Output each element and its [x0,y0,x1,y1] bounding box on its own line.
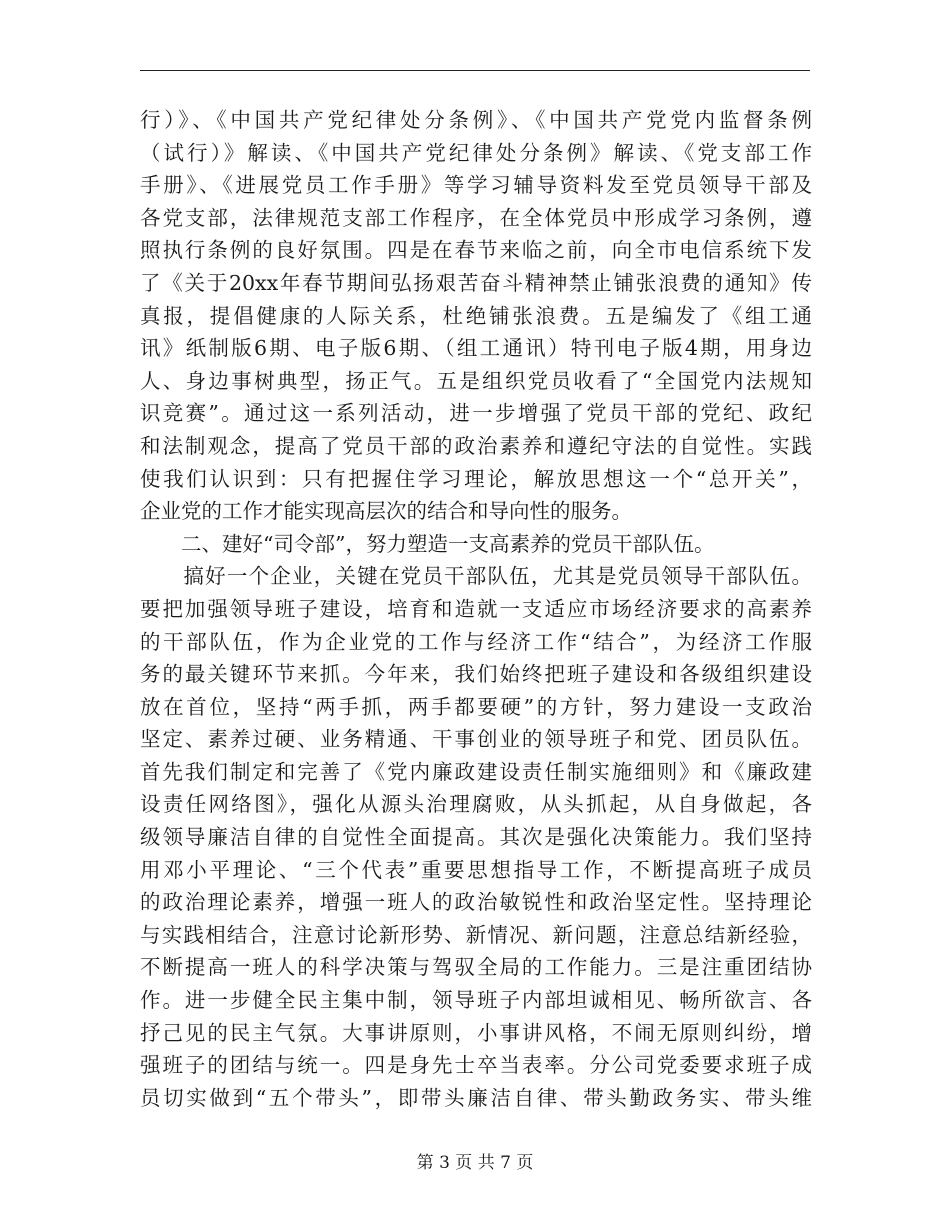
text-line: 照执行条例的良好氛围。四是在春节来临之前，向全市电信系统下发 [140,238,812,263]
text-line: 使我们认识到：只有把握住学习理论，解放思想这一个“总开关”， [140,466,812,491]
text-line: 人、身边事树典型，扬正气。五是组织党员收看了“全国党内法规知 [140,368,812,393]
page-number: 第 3 页 共 7 页 [416,1153,534,1173]
text-line: 不断提高一班人的科学决策与驾驭全局的工作能力。三是注重团结协 [140,955,812,980]
text-line: 的政治理论素养，增强一班人的政治敏锐性和政治坚定性。坚持理论 [140,890,812,915]
text-line: 与实践相结合，注意讨论新形势、新情况、新问题，注意总结新经验， [140,922,812,947]
text-line: 各党支部，法律规范支部工作程序，在全体党员中形成学习条例，遵 [140,205,812,230]
text-line: 作。进一步健全民主集中制，领导班子内部坦诚相见、畅所欲言、各 [140,988,812,1013]
text-line: （试行）》解读、《中国共产党纪律处分条例》解读、《党支部工作 [140,140,812,165]
document-body [140,104,812,1114]
text-line: 务的最关键环节来抓。今年来，我们始终把班子建设和各级组织建设 [140,662,812,687]
text-line: 识竞赛”。通过这一系列活动，进一步增强了党员干部的党纪、政纪 [140,401,812,426]
text-line: 和法制观念，提高了党员干部的政治素养和遵纪守法的自觉性。实践 [140,433,812,458]
text-line: 企业党的工作才能实现高层次的结合和导向性的服务。 [140,499,632,524]
text-line: 真报，提倡健康的人际关系，杜绝铺张浪费。五是编发了《组工通 [140,303,812,328]
text-line: 搞好一个企业，关键在党员干部队伍，尤其是党员领导干部队伍。 [140,564,812,589]
text-line: 级领导廉洁自律的自觉性全面提高。其次是强化决策能力。我们坚持 [140,825,812,850]
text-line: 首先我们制定和完善了《党内廉政建设责任制实施细则》和《廉政建 [140,759,812,784]
section-heading: 二、建好“司令部”，努力塑造一支高素养的党员干部队伍。 [140,531,715,556]
text-line: 用邓小平理论、“三个代表”重要思想指导工作，不断提高班子成员 [140,857,812,882]
text-line: 强班子的团结与统一。四是身先士卒当表率。分公司党委要求班子成 [140,1053,812,1078]
text-line: 抒己见的民主气氛。大事讲原则，小事讲风格，不闹无原则纠纷，增 [140,1020,812,1045]
text-line: 了《关于20xx年春节期间弘扬艰苦奋斗精神禁止铺张浪费的通知》传 [140,270,812,295]
text-line: 员切实做到“五个带头”，即带头廉洁自律、带头勤政务实、带头维 [140,1085,812,1110]
text-line: 讯》纸制版6期、电子版6期、（组工通讯）特刊电子版4期，用身边 [140,336,812,361]
text-line: 要把加强领导班子建设，培育和造就一支适应市场经济要求的高素养 [140,596,812,621]
text-line: 的干部队伍，作为企业党的工作与经济工作“结合”，为经济工作服 [140,629,812,654]
header-rule [140,70,810,71]
text-line: 手册》、《进展党员工作手册》等学习辅导资料发至党员领导干部及 [140,173,812,198]
text-line: 行）》、《中国共产党纪律处分条例》、《中国共产党党内监督条例 [140,108,812,132]
text-line: 放在首位，坚持“两手抓，两手都要硬”的方针，努力建设一支政治 [140,694,812,719]
text-line: 设责任网络图》，强化从源头治理腐败，从头抓起，从自身做起，各 [140,792,812,817]
text-line: 坚定、素养过硬、业务精通、干事创业的领导班子和党、团员队伍。 [140,727,812,752]
